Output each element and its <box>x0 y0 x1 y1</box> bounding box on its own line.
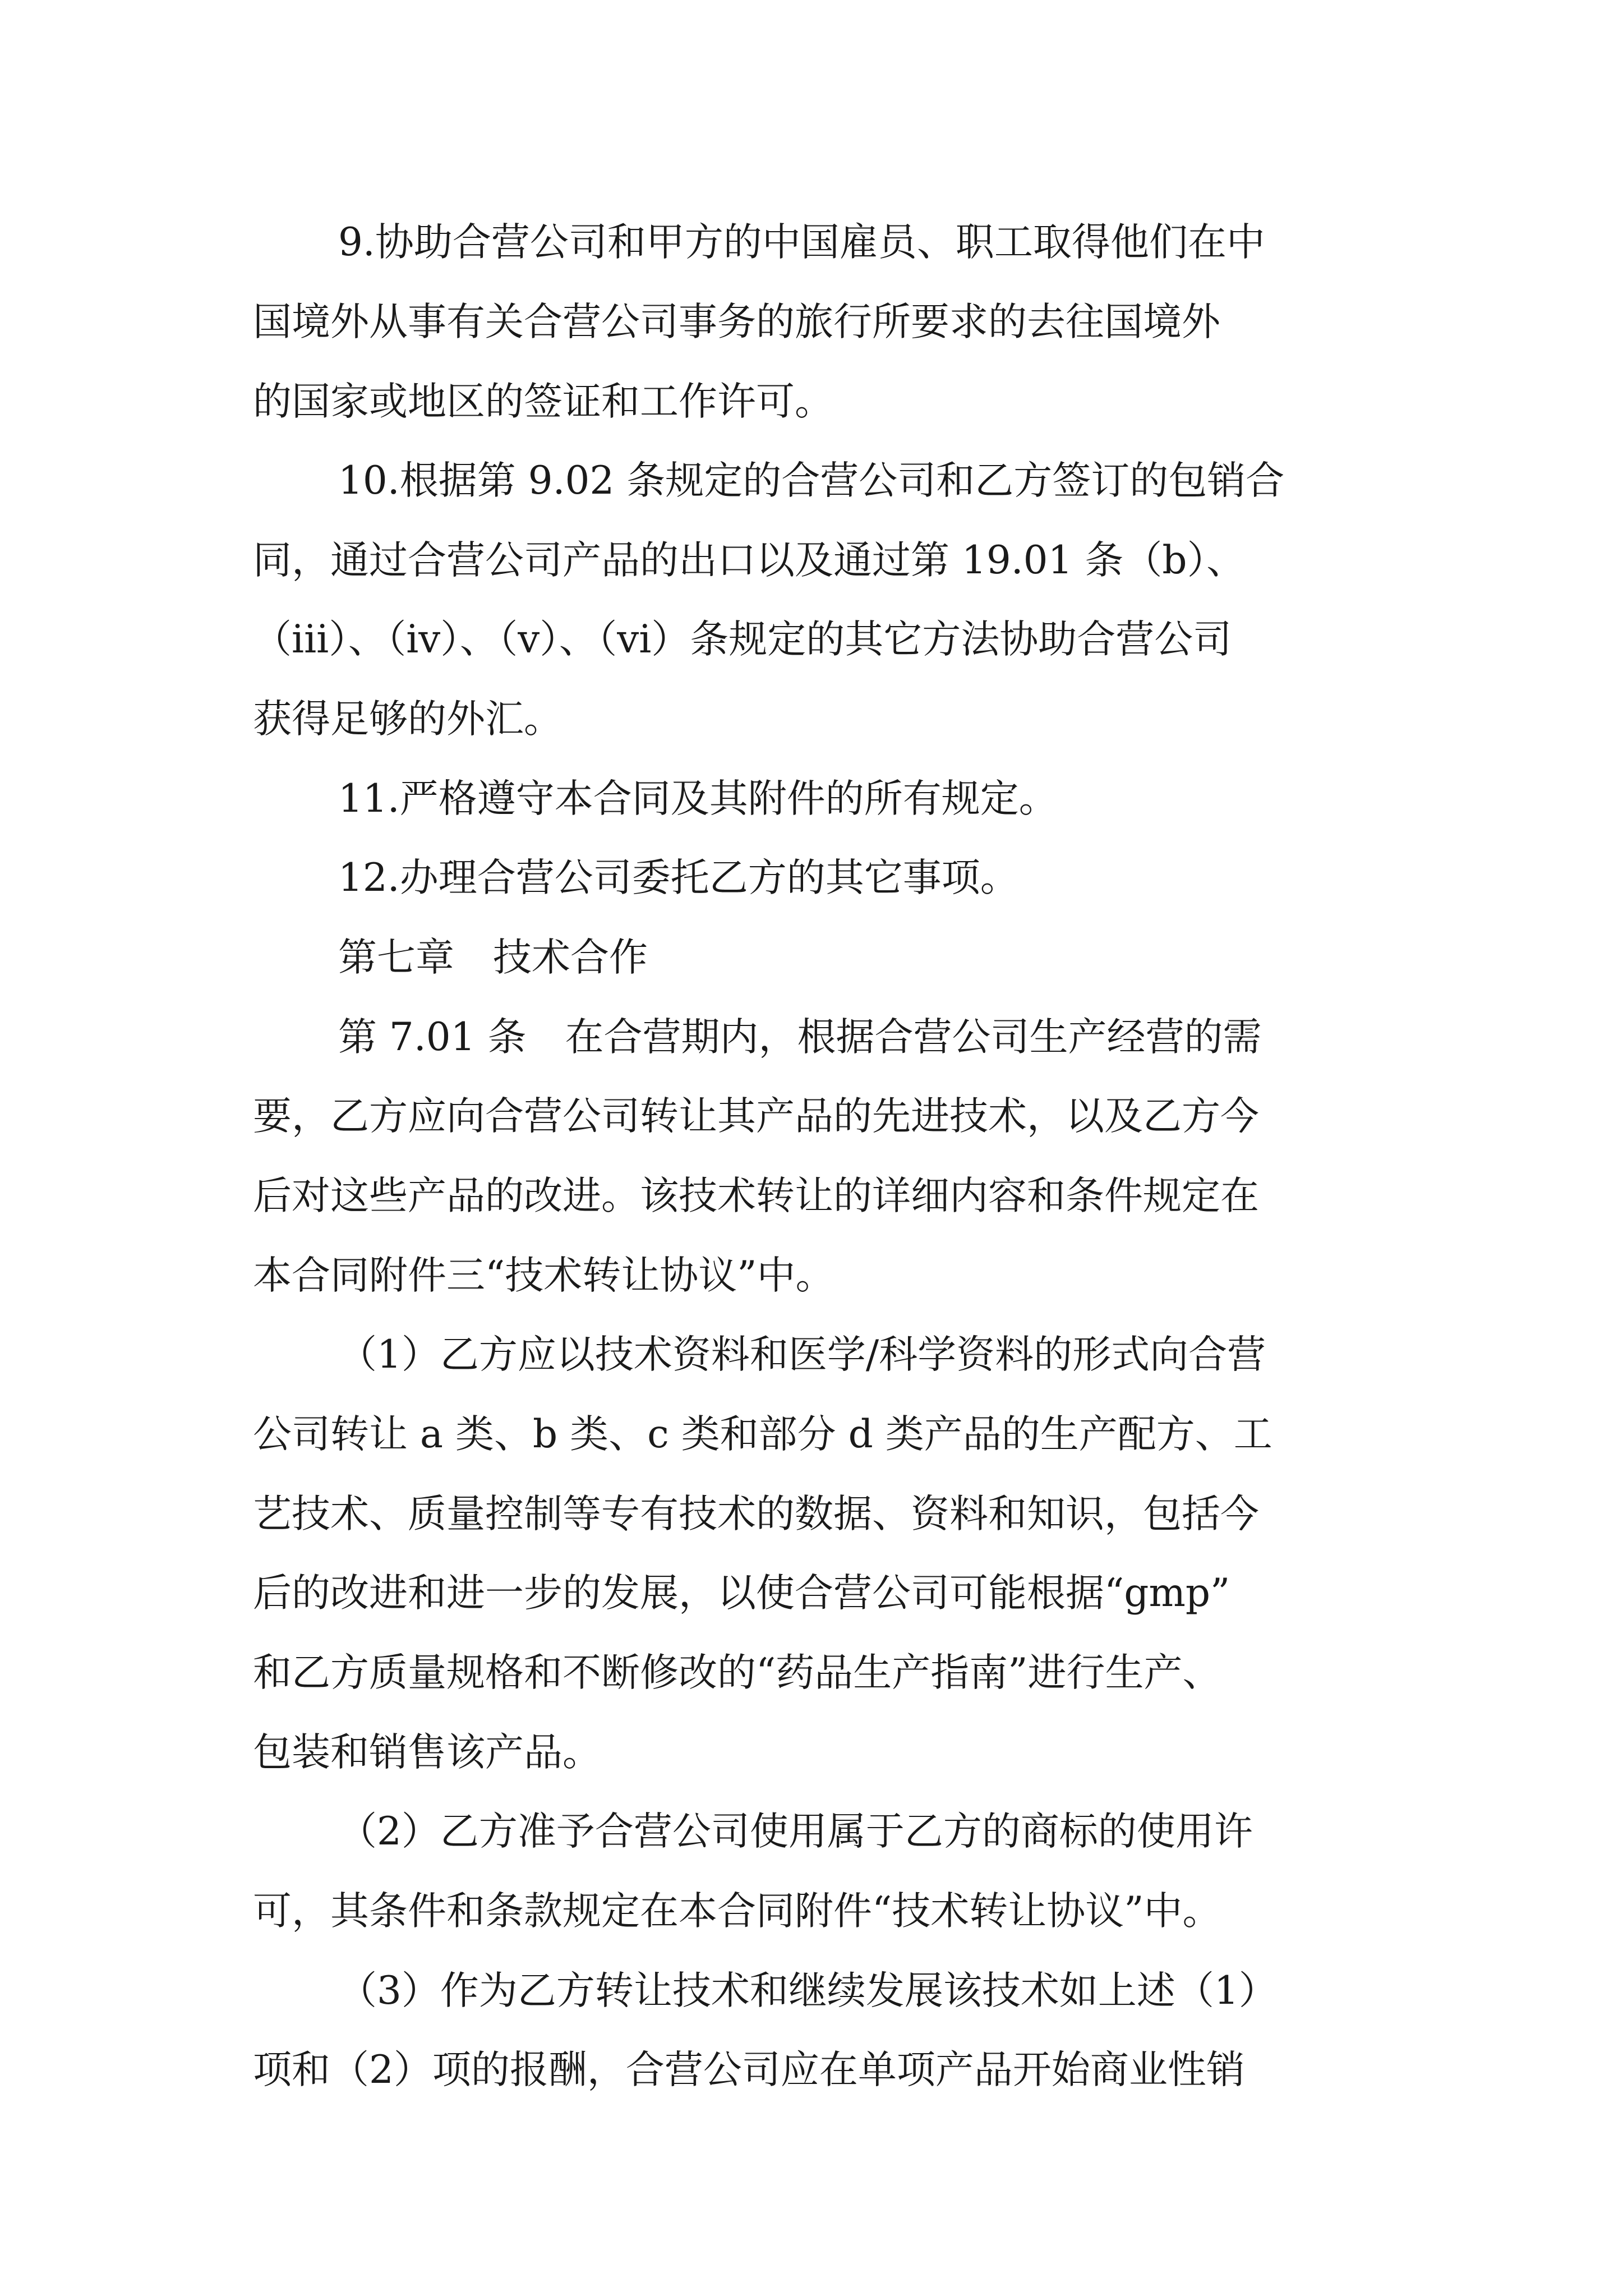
text-line: 国境外从事有关合营公司事务的旅行所要求的去往国境外 <box>253 300 1220 344</box>
text-line: 同，通过合营公司产品的出口以及通过第 19.01 条（b）、 <box>253 538 1246 583</box>
chapter-heading: 第七章 技术合作 <box>338 935 648 980</box>
text-line: （1）乙方应以技术资料和医学/科学资料的形式向合营 <box>338 1332 1266 1377</box>
text-line: 可，其条件和条款规定在本合同附件“技术转让协议”中。 <box>253 1889 1221 1934</box>
text-line: 公司转让 a 类、b 类、c 类和部分 d 类产品的生产配方、工 <box>253 1412 1272 1457</box>
text-line: 包装和销售该产品。 <box>253 1730 601 1775</box>
text-line: （iii）、（iv）、（v）、（vi）条规定的其它方法协助合营公司 <box>253 617 1232 662</box>
text-line: 后对这些产品的改进。该技术转让的详细内容和条件规定在 <box>253 1174 1259 1218</box>
text-line: 获得足够的外汇。 <box>253 697 562 742</box>
text-line: 11.严格遵守本合同及其附件的所有规定。 <box>338 776 1058 821</box>
text-line: 10.根据第 9.02 条规定的合营公司和乙方签订的包销合 <box>338 458 1285 503</box>
text-line: 12.办理合营公司委托乙方的其它事项。 <box>338 855 1019 900</box>
text-line: （2）乙方准予合营公司使用属于乙方的商标的使用许 <box>338 1809 1253 1854</box>
text-line: 要，乙方应向合营公司转让其产品的先进技术，以及乙方今 <box>253 1094 1259 1139</box>
text-line: 第 7.01 条 在合营期内，根据合营公司生产经营的需 <box>338 1015 1262 1060</box>
text-line: 本合同附件三“技术转让协议”中。 <box>253 1253 834 1298</box>
text-line: 艺技术、质量控制等专有技术的数据、资料和知识，包括今 <box>253 1492 1259 1536</box>
text-line: 和乙方质量规格和不断修改的“药品生产指南”进行生产、 <box>253 1650 1221 1695</box>
text-line: 后的改进和进一步的发展，以使合营公司可能根据“gmp” <box>253 1571 1230 1616</box>
text-line: 9.协助合营公司和甲方的中国雇员、职工取得他们在中 <box>338 220 1265 265</box>
text-line: （3）作为乙方转让技术和继续发展该技术如上述（1） <box>338 1968 1278 2013</box>
text-line: 项和（2）项的报酬，合营公司应在单项产品开始商业性销 <box>253 2047 1245 2092</box>
text-line: 的国家或地区的签证和工作许可。 <box>253 379 833 424</box>
